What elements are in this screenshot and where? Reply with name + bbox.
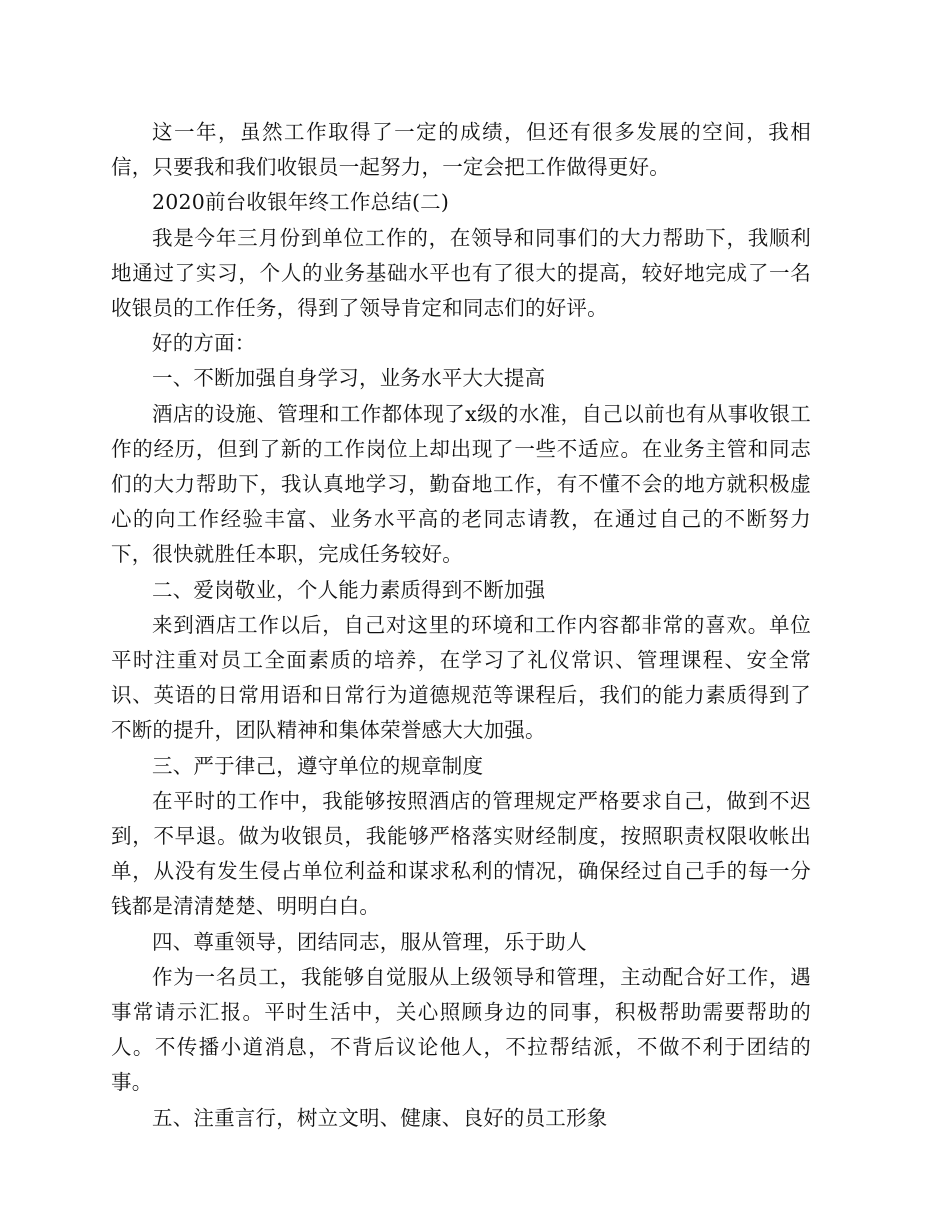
paragraph-closing-summary: 这一年，虽然工作取得了一定的成绩，但还有很多发展的空间，我相信，只要我和我们收银员一起努力，一定会把工作做得更好。 (111, 120, 811, 180)
heading-point-four: 四、尊重领导，团结同志，服从管理，乐于助人 (152, 929, 587, 954)
heading-point-two: 二、爱岗敬业，个人能力素质得到不断加强 (152, 577, 546, 602)
paragraph-point-one: 酒店的设施、管理和工作都体现了x级的水准，自己以前也有从事收银工作的经历，但到了新的工作岗位上却出现了一些不适应。在业务主管和同志们的大力帮助下，我认真地学习，勤奋地工作，有不懂不会的地方就积极虚心的向工作经验丰富、业务水平高的老同志请教，在通过自己的不断努力下，很快就胜任本职，完成任务较好。 (111, 401, 811, 567)
heading-point-five: 五、注重言行，树立文明、健康、良好的员工形象 (152, 1105, 608, 1130)
section-title: 2020前台收银年终工作总结(二) (152, 190, 450, 215)
heading-good-aspects: 好的方面： (152, 331, 256, 356)
document-body (111, 115, 811, 1136)
paragraph-point-two: 来到酒店工作以后，自己对这里的环境和工作内容都非常的喜欢。单位平时注重对员工全面素质的培养，在学习了礼仪常识、管理课程、安全常识、英语的日常用语和日常行为道德规范等课程后，我们的能力素质得到了不断的提升，团队精神和集体荣誉感大大加强。 (111, 612, 811, 743)
paragraph-point-four: 作为一名员工，我能够自觉服从上级领导和管理，主动配合好工作，遇事常请示汇报。平时生活中，关心照顾身边的同事，积极帮助需要帮助的人。不传播小道消息，不背后议论他人，不拉帮结派，不做不利于团结的事。 (111, 964, 811, 1095)
paragraph-point-three: 在平时的工作中，我能够按照酒店的管理规定严格要求自己，做到不迟到，不早退。做为收银员，我能够严格落实财经制度，按照职责权限收帐出单，从没有发生侵占单位利益和谋求私利的情况，确保经过自己手的每一分钱都是清清楚楚、明明白白。 (111, 788, 811, 919)
heading-point-one: 一、不断加强自身学习，业务水平大大提高 (152, 366, 546, 391)
paragraph-introduction: 我是今年三月份到单位工作的，在领导和同事们的大力帮助下，我顺利地通过了实习，个人的业务基础水平也有了很大的提高，较好地完成了一名收银员的工作任务，得到了领导肯定和同志们的好评。 (111, 225, 811, 321)
heading-point-three: 三、严于律己，遵守单位的规章制度 (152, 753, 484, 778)
